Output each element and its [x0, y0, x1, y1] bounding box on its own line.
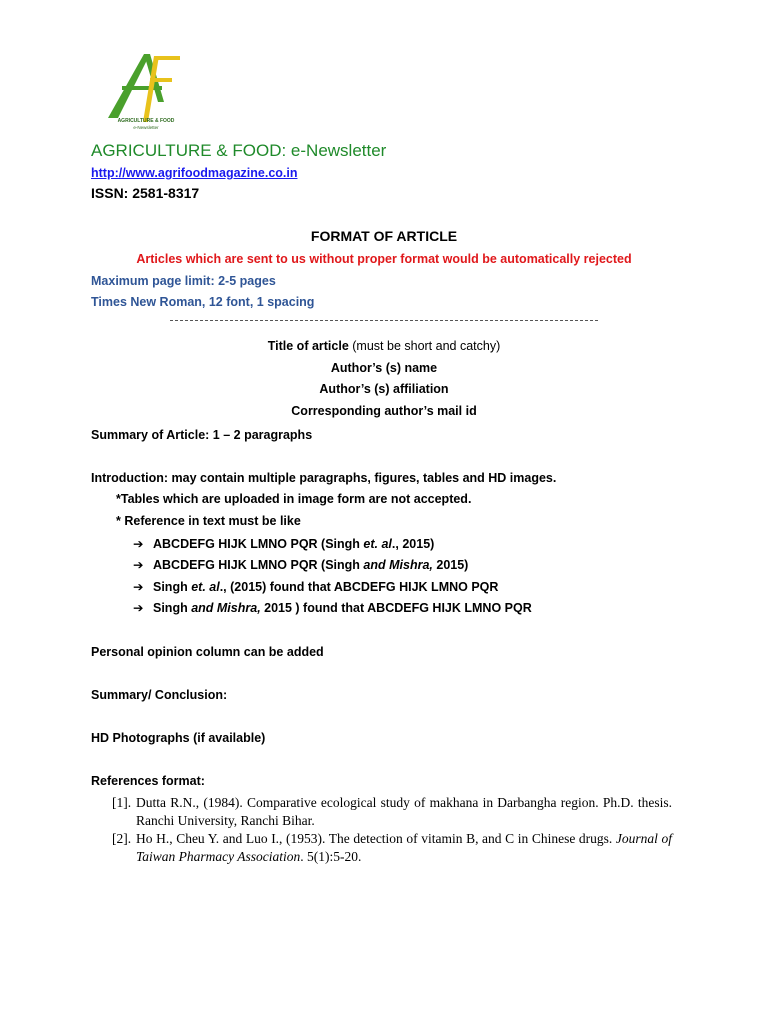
reference-example: ➔ Singh and Mishra, 2015 ) found that ABCDEFG HIJK LMNO PQR — [133, 601, 532, 615]
font-spec-note: Times New Roman, 12 font, 1 spacing — [91, 295, 315, 309]
title-line — [0, 339, 768, 353]
newsletter-title: AGRICULTURE & FOOD: e-Newsletter — [91, 141, 387, 160]
reference-text: Dutta R.N., (1984). Comparative ecological study of makhana in Darbangha region. Ph.D. thesis. Ranchi University, Ranchi Bihar. — [136, 795, 672, 828]
introduction-line: Introduction: may contain multiple paragraphs, figures, tables and HD images. — [91, 471, 557, 485]
tables-note: *Tables which are uploaded in image form are not accepted. — [116, 492, 472, 506]
reference-example: ➔ ABCDEFG HIJK LMNO PQR (Singh and Mishra, 2015) — [133, 558, 469, 572]
reference-item — [112, 794, 672, 830]
logo-caption: AGRICULTURE & FOOD — [117, 118, 175, 124]
arrow-icon: ➔ — [133, 601, 144, 615]
rejection-warning: Articles which are sent to us without proper format would be automatically rejected — [136, 252, 632, 266]
issn-number: ISSN: 2581-8317 — [91, 185, 200, 201]
author-affiliation-line: Author’s (s) affiliation — [319, 382, 449, 396]
arrow-icon: ➔ — [133, 537, 144, 551]
photos-line: HD Photographs (if available) — [91, 731, 266, 745]
reference-example: ➔ Singh et. al., (2015) found that ABCDEFG HIJK LMNO PQR — [133, 580, 499, 594]
reference-number: [1]. — [112, 795, 132, 810]
references-heading: References format: — [91, 774, 205, 788]
reference-item — [112, 830, 672, 866]
title-label: Title of article — [267, 339, 349, 353]
reference-tail: . 5(1):5-20. — [300, 849, 362, 864]
summary-line: Summary of Article: 1 – 2 paragraphs — [91, 428, 313, 442]
conclusion-line: Summary/ Conclusion: — [91, 688, 228, 702]
mail-id-line: Corresponding author’s mail id — [291, 404, 477, 418]
reference-journal: Journal of Taiwan Pharmacy Association — [136, 831, 672, 864]
reference-text: Ho H., Cheu Y. and Luo I., (1953). The detection of vitamin B, and C in Chinese drugs. — [136, 831, 616, 846]
website-link[interactable]: http://www.agrifoodmagazine.co.in — [91, 166, 298, 180]
reference-number: [2]. — [112, 831, 132, 846]
arrow-icon: ➔ — [133, 580, 144, 594]
format-heading: FORMAT OF ARTICLE — [310, 228, 458, 244]
reference-note: * Reference in text must be like — [116, 514, 301, 528]
opinion-line: Personal opinion column can be added — [91, 645, 324, 659]
logo-subcaption: e-Newsletter — [133, 125, 159, 130]
arrow-icon: ➔ — [133, 558, 144, 572]
dashed-divider — [170, 320, 598, 321]
author-name-line: Author’s (s) name — [330, 361, 438, 375]
title-note: (must be short and catchy) — [352, 339, 501, 353]
reference-example: ➔ ABCDEFG HIJK LMNO PQR (Singh et. al., 2015) — [133, 537, 435, 551]
page-limit-note: Maximum page limit: 2-5 pages — [91, 274, 276, 288]
